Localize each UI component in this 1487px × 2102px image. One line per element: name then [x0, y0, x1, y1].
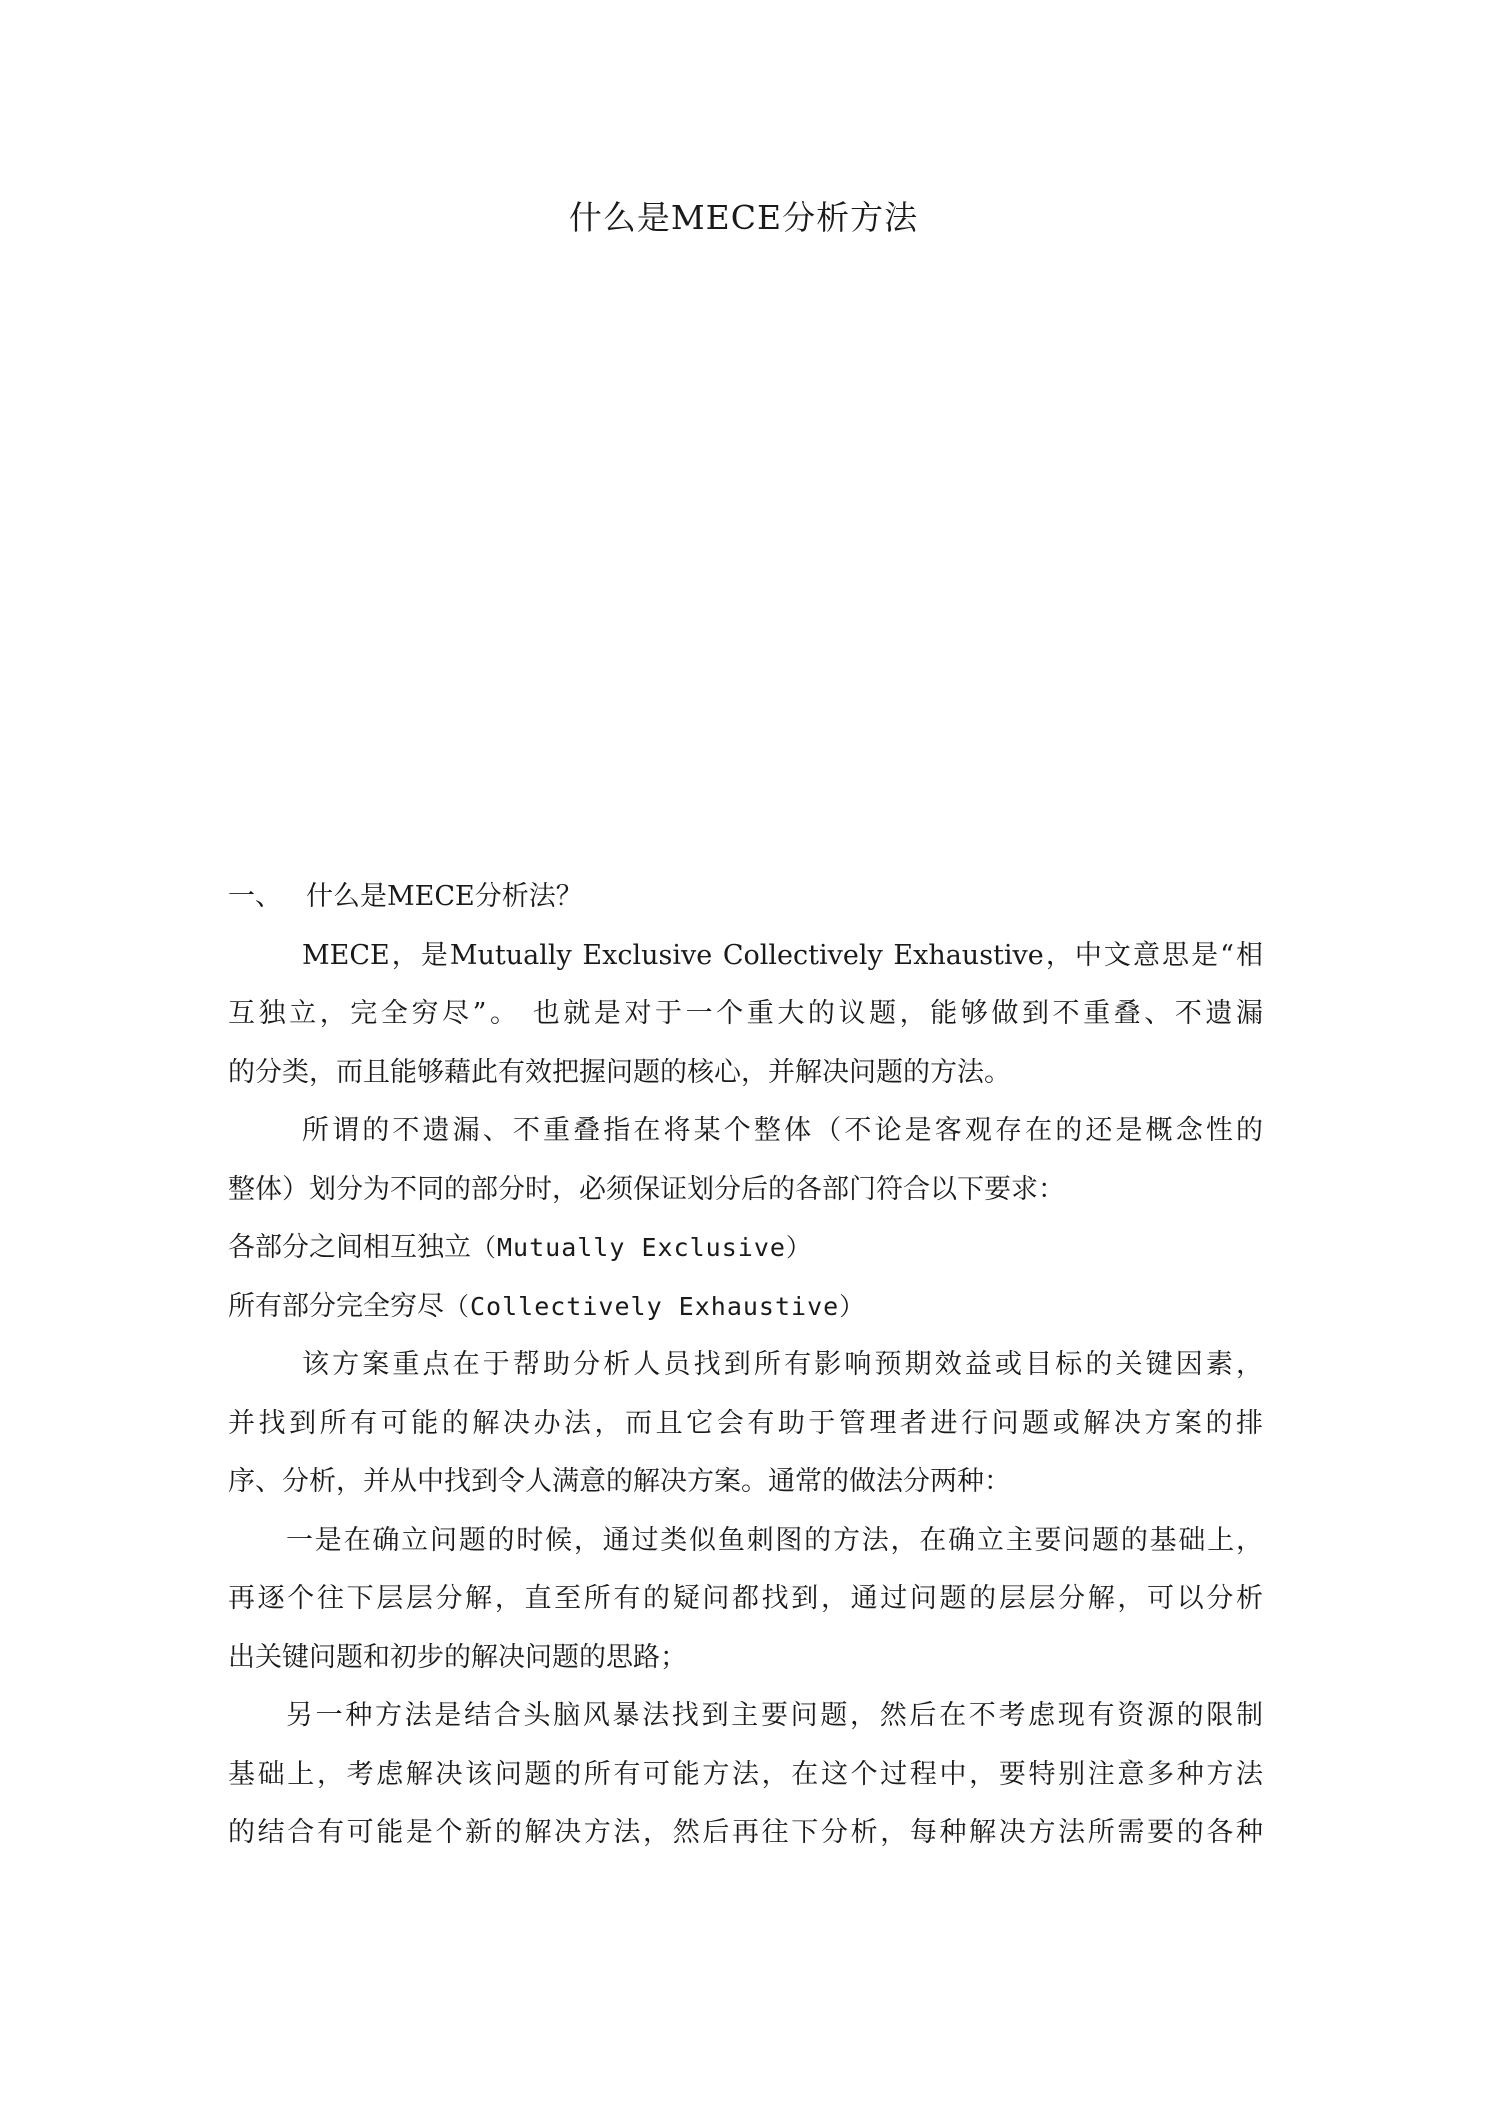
section-number: 一、 [228, 881, 282, 912]
paragraph-line: 出关键问题和初步的解决问题的思路； [228, 1641, 687, 1673]
paragraph-line: 的分类，而且能够藉此有效把握问题的核心，并解决问题的方法。 [228, 1056, 1011, 1088]
document-body [228, 868, 1263, 1863]
paragraph-line: 一是在确立问题的时候，通过类似鱼刺图的方法，在确立主要问题的基础上， [286, 1524, 1263, 1556]
paragraph-line: 并找到所有可能的解决办法，而且它会有助于管理者进行问题或解决方案的排 [228, 1407, 1263, 1439]
paragraph-mece-definition [228, 927, 1263, 1103]
paragraph-method-two [228, 1687, 1263, 1863]
requirement-item-collectively-exhaustive [228, 1278, 1263, 1337]
requirement-label: 各部分之间相互独立 [228, 1232, 471, 1263]
paragraph-line: 整体）划分为不同的部分时，必须保证划分后的各部门符合以下要求： [228, 1173, 1065, 1205]
paragraph-purpose [228, 1336, 1263, 1512]
paragraph-method-one [228, 1512, 1263, 1688]
paragraph-line: 该方案重点在于帮助分析人员找到所有影响预期效益或目标的关键因素， [302, 1349, 1263, 1380]
requirement-label: 所有部分完全穷尽 [228, 1290, 444, 1322]
paragraph-line: 序、分析，并从中找到令人满意的解决方案。通常的做法分两种： [228, 1466, 1011, 1497]
paragraph-line: 的结合有可能是个新的解决方法，然后再往下分析，每种解决方法所需要的各种 [228, 1817, 1263, 1848]
paragraph-requirements-intro [228, 1102, 1263, 1219]
page-title: 什么是MECE分析方法 [568, 198, 919, 237]
requirement-english: （Collectively Exhaustive） [444, 1291, 866, 1321]
requirement-item-mutually-exclusive [228, 1219, 1263, 1278]
paragraph-line: 另一种方法是结合头脑风暴法找到主要问题，然后在不考虑现有资源的限制 [286, 1700, 1263, 1731]
paragraph-line: 基础上，考虑解决该问题的所有可能方法，在这个过程中，要特别注意多种方法 [228, 1758, 1263, 1790]
paragraph-line: 互独立，完全穷尽”。 也就是对于一个重大的议题，能够做到不重叠、不遗漏 [228, 998, 1263, 1029]
paragraph-line: 再逐个往下层层分解，直至所有的疑问都找到，通过问题的层层分解，可以分析 [228, 1583, 1263, 1614]
section-heading-text: 什么是MECE分析法？ [306, 881, 583, 912]
paragraph-line: MECE，是Mutually Exclusive Collectively Exhaustive，中文意思是“相 [302, 939, 1263, 971]
requirement-english: （Mutually Exclusive） [471, 1233, 812, 1262]
section-heading [228, 868, 1263, 927]
paragraph-line: 所谓的不遗漏、不重叠指在将某个整体（不论是客观存在的还是概念性的 [302, 1115, 1263, 1146]
